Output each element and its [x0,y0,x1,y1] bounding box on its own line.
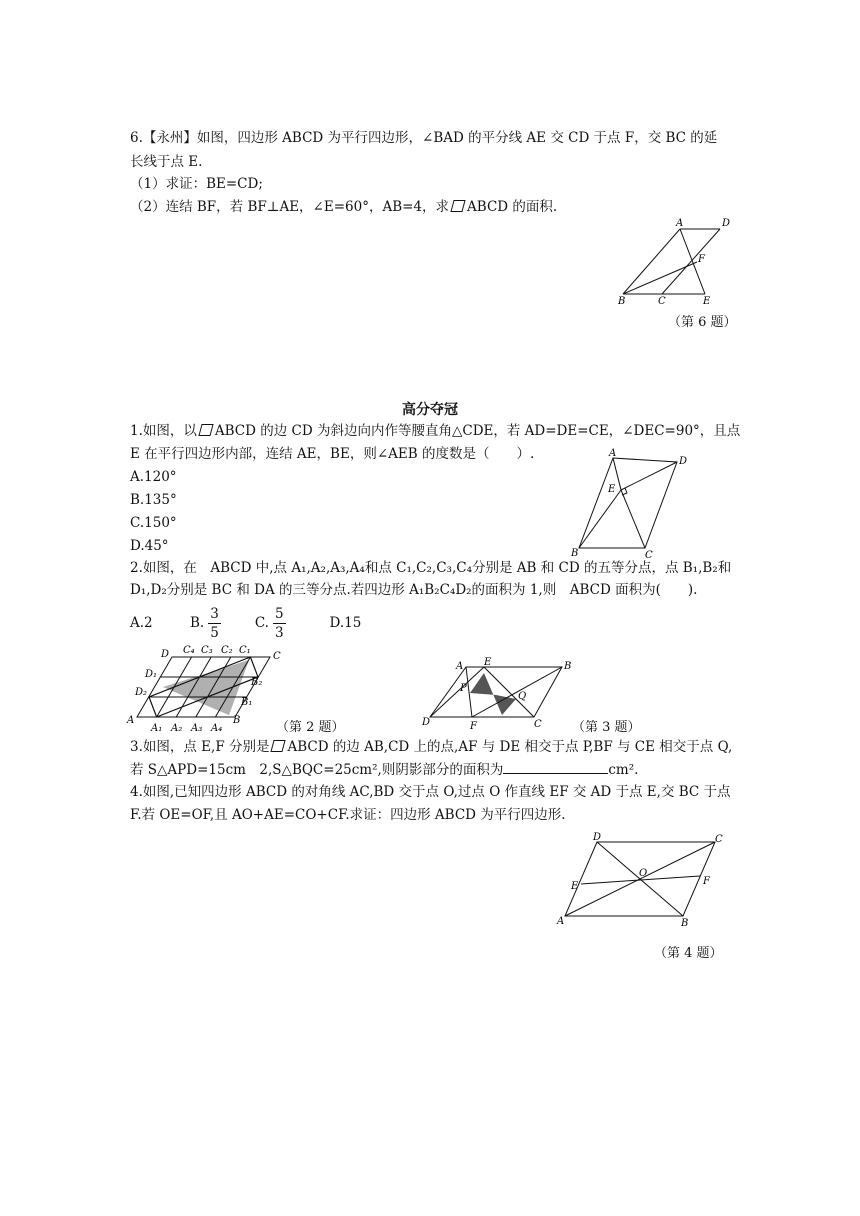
fraction-numerator: 3 [210,606,219,622]
q3-label-E: E [484,657,492,668]
q6-label-E: E [703,296,711,307]
q2-label-A3: A₃ [191,723,203,734]
q6-label-C: C [658,296,666,307]
q1-label-B: B [571,548,579,559]
q2-caption: （第 2 题） [276,720,345,735]
q1-label-E: E [608,484,616,495]
answer-blank[interactable] [503,761,608,774]
q2-label-A2: A₂ [171,723,183,734]
q1-line2: E 在平行四边形内部，连结 AE，BE，则∠AEB 的度数是（ ）. [130,446,535,462]
parallelogram-symbol-icon [450,200,465,212]
q2-label-D1: D₁ [145,669,158,680]
section-title: 高分夺冠 [402,402,458,418]
q4-label-C: C [715,834,723,845]
q1-label-C: C [645,550,653,561]
q2-option-c: C. [254,615,269,631]
q1-option-d: D.45° [130,538,169,554]
q3-label-D: D [422,717,431,728]
q3-caption: （第 3 题） [572,720,641,735]
q1-line1-b: ABCD 的边 CD 为斜边向内作等腰直角△CDE，若 AD=DE=CE，∠DEC=90°，且点 [214,423,741,439]
q2-option-d: D.15 [329,615,362,631]
q1-figure [565,450,695,560]
q6-part2-text-a: （2）连结 BF，若 BF⊥AE，∠E=60°，AB=4，求 [130,199,450,215]
parallelogram-symbol-icon [198,424,213,436]
q6-line2: 长线于点 E. [130,154,203,170]
q1-option-a: A.120° [130,469,177,485]
q6-label-F: F [698,254,705,265]
q2-options [130,605,361,645]
q2-label-C4: C₄ [183,645,195,656]
q4-label-B: B [681,918,689,929]
q3-line1-b: ABCD 的边 AB,CD 上的点,AF 与 DE 相交于点 P,BF 与 CE 相交于点 Q, [287,739,733,755]
q2-label-C2: C₂ [221,645,233,656]
q6-line1: 6.【永州】如图，四边形 ABCD 为平行四边形，∠BAD 的平分线 AE 交 CD 于点 F，交 BC 的延 [130,130,718,146]
q6-label-B: B [618,296,626,307]
q3-label-C: C [534,719,542,730]
q6-label-D: D [722,218,731,229]
q2-line1: 2.如图，在 ABCD 中,点 A₁,A₂,A₃,A₄和点 C₁,C₂,C₃,C₄分别是 AB 和 CD 的五等分点，点 B₁,B₂和 [130,560,732,576]
q2-label-C3: C₃ [201,645,213,656]
q4-label-D: D [593,832,602,843]
q3-line1 [130,737,732,757]
q1-label-A: A [609,448,617,459]
q1-option-b: B.135° [130,492,177,508]
q2-option-a: A.2 [130,615,153,631]
q1-line1 [130,421,740,441]
q2-figure [125,645,285,735]
q6-caption: （第 6 题） [668,315,737,330]
q2-label-B1: B₁ [241,697,253,708]
q1-label-D: D [679,456,688,467]
q1-option-c: C.150° [130,515,177,531]
fraction-numerator: 5 [274,606,284,622]
q4-figure [555,832,730,932]
q2-label-D2: D₂ [135,687,148,698]
q3-label-A: A [456,661,464,672]
q3-label-B: B [564,661,572,672]
q2-label-B2: B₂ [251,677,263,688]
q3-line2-a: 若 S△APD=15cm 2,S△BQC=25cm²,则阴影部分的面积为 [130,762,504,778]
q2-label-B: B [233,715,241,726]
q6-part2 [130,197,557,217]
q4-line2: F.若 OE=OF,且 AO+AE=CO+CF.求证：四边形 ABCD 为平行四边形. [130,807,566,823]
q2-label-A: A [127,715,135,726]
q3-line2 [130,760,638,780]
q3-line2-b: cm². [608,762,639,778]
q4-label-F: F [703,876,710,887]
q3-label-F: F [470,721,477,732]
q3-figure [420,655,580,735]
q6-part1: （1）求证：BE=CD; [130,176,263,192]
q4-line1: 4.如图,已知四边形 ABCD 的对角线 AC,BD 交于点 O,过点 O 作直线 EF 交 AD 于点 E,交 BC 于点 [130,784,731,800]
q6-figure [610,215,740,310]
q2-option-c-fraction [273,605,286,642]
fraction-denominator: 3 [274,625,284,641]
fraction-denominator: 5 [210,625,219,641]
q3-label-Q: Q [518,691,527,702]
q2-option-b: B. [190,615,205,631]
q2-label-D: D [161,649,170,660]
q4-label-O: O [639,868,648,879]
q2-line2: D₁,D₂分别是 BC 和 DA 的三等分点.若四边形 A₁B₂C₄D₂的面积为 1,则 ABCD 面积为( ). [130,582,698,598]
q6-part2-text-b: ABCD 的面积. [467,199,558,215]
q3-line1-a: 3.如图，点 E,F 分别是 [130,739,270,755]
q2-label-A4: A₄ [211,723,223,734]
q2-option-b-fraction [208,605,221,642]
q4-caption: （第 4 题） [654,946,723,961]
q3-label-P: P [460,683,467,694]
q6-label-A: A [676,218,684,229]
q4-label-E: E [571,881,579,892]
q4-label-A: A [557,916,565,927]
q2-label-A1: A₁ [151,723,163,734]
q2-label-C1: C₁ [239,645,251,656]
q1-line1-a: 1.如图，以 [130,423,197,439]
parallelogram-symbol-icon [271,740,286,752]
q2-label-C: C [273,651,281,662]
